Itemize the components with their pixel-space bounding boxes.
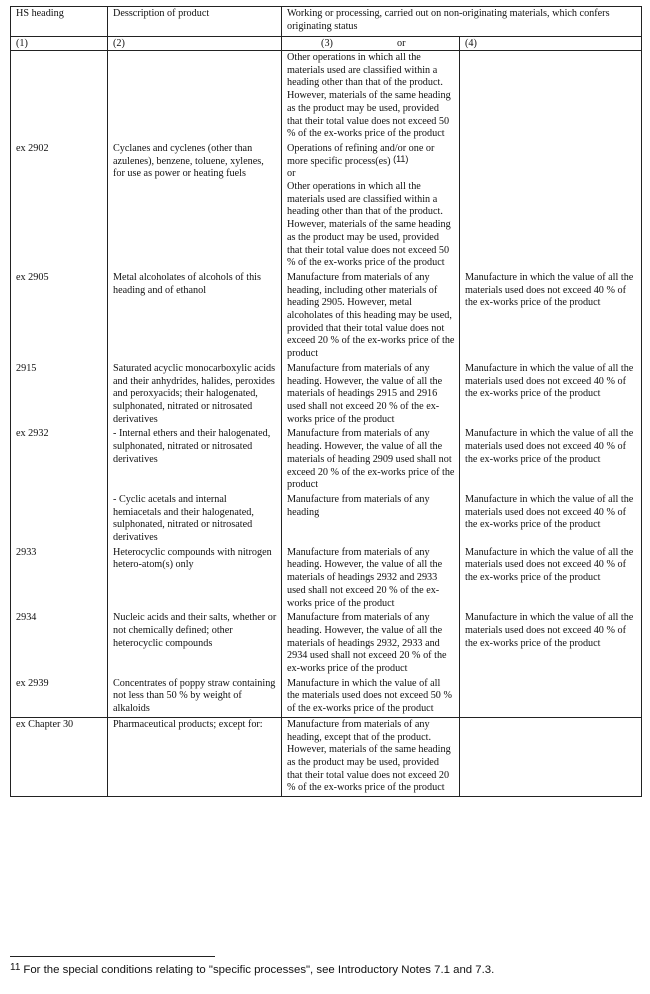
column-number-2: (2) — [108, 37, 282, 51]
or-separator: or — [287, 168, 296, 180]
cell-heading: ex 2902 — [11, 142, 108, 271]
working-text-b: Other operations in which all the materials used are classified within a heading other than that of the product. However, materials of the same heading as the product may be used, provided that their total value does not exceed 50 % of the ex-works price of the product — [287, 181, 451, 269]
footnote-text: For the special conditions relating to "specific processes", see Introductory Notes 7.1 and 7.3. — [23, 964, 495, 976]
cell-description: Saturated acyclic monocarboxylic acids and their anhydrides, halides, peroxides and peroxyacids; their halogenated, sulphonated, nitrated or nitrosated derivatives — [108, 362, 282, 428]
cell-description — [108, 493, 282, 546]
footnote — [10, 962, 494, 976]
cell-description — [108, 427, 282, 493]
cell-alternative: Manufacture in which the value of all the materials used does not exceed 40 % of the ex-works price of the product — [460, 271, 642, 362]
cell-description: Heterocyclic compounds with nitrogen hetero-atom(s) only — [108, 546, 282, 612]
footnote-reference: (11) — [393, 153, 409, 164]
table-row — [11, 271, 642, 362]
description-dash-item: - Cyclic acetals and internal hemiacetals and their halogenated, sulphonated, nitrated or nitrosated derivatives — [113, 493, 254, 544]
cell-heading: ex 2905 — [11, 271, 108, 362]
cell-working: Manufacture from materials of any heading. However, the value of all the materials of heading 2909 used shall not exceed 20 % of the ex-works price of the product — [282, 427, 460, 493]
cell-working: Manufacture from materials of any heading, except that of the product. However, materials of the same heading as the product may be used, provided that their total value does not exceed 20 % of the ex-works price of the product — [282, 717, 460, 796]
cell-description — [108, 51, 282, 142]
cell-description: Nucleic acids and their salts, whether or not chemically defined; other heterocyclic compounds — [108, 611, 282, 677]
cell-working: Manufacture from materials of any heading, including other materials of heading 2905. However, metal alcoholates of this heading may be used, provided that their total value does not exceed 20 % of the ex-works price of the product — [282, 271, 460, 362]
table-header — [11, 7, 642, 51]
cell-alternative — [460, 717, 642, 796]
cell-heading: 2933 — [11, 546, 108, 612]
cell-working: Manufacture from materials of any heading. However, the value of all the materials of headings 2932, 2933 and 2934 used shall not exceed 20 % of the ex-works price of the product — [282, 611, 460, 677]
table-row — [11, 717, 642, 796]
cell-heading: 2934 — [11, 611, 108, 677]
cell-working: Manufacture from materials of any heading — [282, 493, 460, 546]
cell-working: Manufacture from materials of any heading. However, the value of all the materials of headings 2915 and 2916 used shall not exceed 20 % of the ex-works price of the product — [282, 362, 460, 428]
cell-alternative — [460, 677, 642, 718]
column-number-3-label: (3) — [321, 38, 333, 49]
cell-alternative — [460, 142, 642, 271]
cell-alternative: Manufacture in which the value of all the materials used does not exceed 40 % of the ex-works price of the product — [460, 427, 642, 493]
footnote-number: 11 — [10, 962, 21, 973]
table-row — [11, 362, 642, 428]
table-row — [11, 546, 642, 612]
header-working-processing: Working or processing, carried out on non-originating materials, which confers originating status — [282, 7, 642, 37]
column-number-1: (1) — [11, 37, 108, 51]
cell-description: Pharmaceutical products; except for: — [108, 717, 282, 796]
cell-working — [282, 142, 460, 271]
table-row — [11, 493, 642, 546]
description-dash-item: - Internal ethers and their halogenated, sulphonated, nitrated or nitrosated derivatives — [113, 428, 271, 465]
cell-description: Concentrates of poppy straw containing not less than 50 % by weight of alkaloids — [108, 677, 282, 718]
cell-description: Metal alcoholates of alcohols of this heading and of ethanol — [108, 271, 282, 362]
table-row — [11, 51, 642, 142]
cell-heading: 2915 — [11, 362, 108, 428]
table-row — [11, 142, 642, 271]
cell-heading: ex 2939 — [11, 677, 108, 718]
column-number-4: (4) — [460, 37, 642, 51]
working-text-a: Operations of refining and/or one or more specific process(es) — [287, 142, 435, 167]
cell-alternative — [460, 51, 642, 142]
cell-alternative: Manufacture in which the value of all the materials used does not exceed 40 % of the ex-works price of the product — [460, 493, 642, 546]
cell-heading — [11, 51, 108, 142]
column-number-3 — [282, 37, 460, 51]
rules-of-origin-table — [10, 6, 642, 797]
cell-working: Manufacture in which the value of all the materials used does not exceed 50 % of the ex-works price of the product — [282, 677, 460, 718]
cell-heading — [11, 493, 108, 546]
header-hs-heading: HS heading — [11, 7, 108, 37]
cell-heading: ex 2932 — [11, 427, 108, 493]
header-description: Desscription of product — [108, 7, 282, 37]
table-row — [11, 677, 642, 718]
cell-alternative: Manufacture in which the value of all the materials used does not exceed 40 % of the ex-works price of the product — [460, 546, 642, 612]
cell-working: Other operations in which all the materials used are classified within a heading other than that of the product. However, materials of the same heading as the product may be used, provided that their total value does not exceed 50 % of the ex-works price of the product — [282, 51, 460, 142]
table-row — [11, 427, 642, 493]
footnote-divider — [10, 956, 215, 957]
cell-heading: ex Chapter 30 — [11, 717, 108, 796]
table-row — [11, 611, 642, 677]
cell-description: Cyclanes and cyclenes (other than azulenes), benzene, toluene, xylenes, for use as power or heating fuels — [108, 142, 282, 271]
column-or-label: or — [397, 38, 406, 49]
cell-alternative: Manufacture in which the value of all the materials used does not exceed 40 % of the ex-works price of the product — [460, 362, 642, 428]
cell-alternative: Manufacture in which the value of all the materials used does not exceed 40 % of the ex-works price of the product — [460, 611, 642, 677]
cell-working: Manufacture from materials of any heading. However, the value of all the materials of headings 2932 and 2933 used shall not exceed 20 % of the ex-works price of the product — [282, 546, 460, 612]
